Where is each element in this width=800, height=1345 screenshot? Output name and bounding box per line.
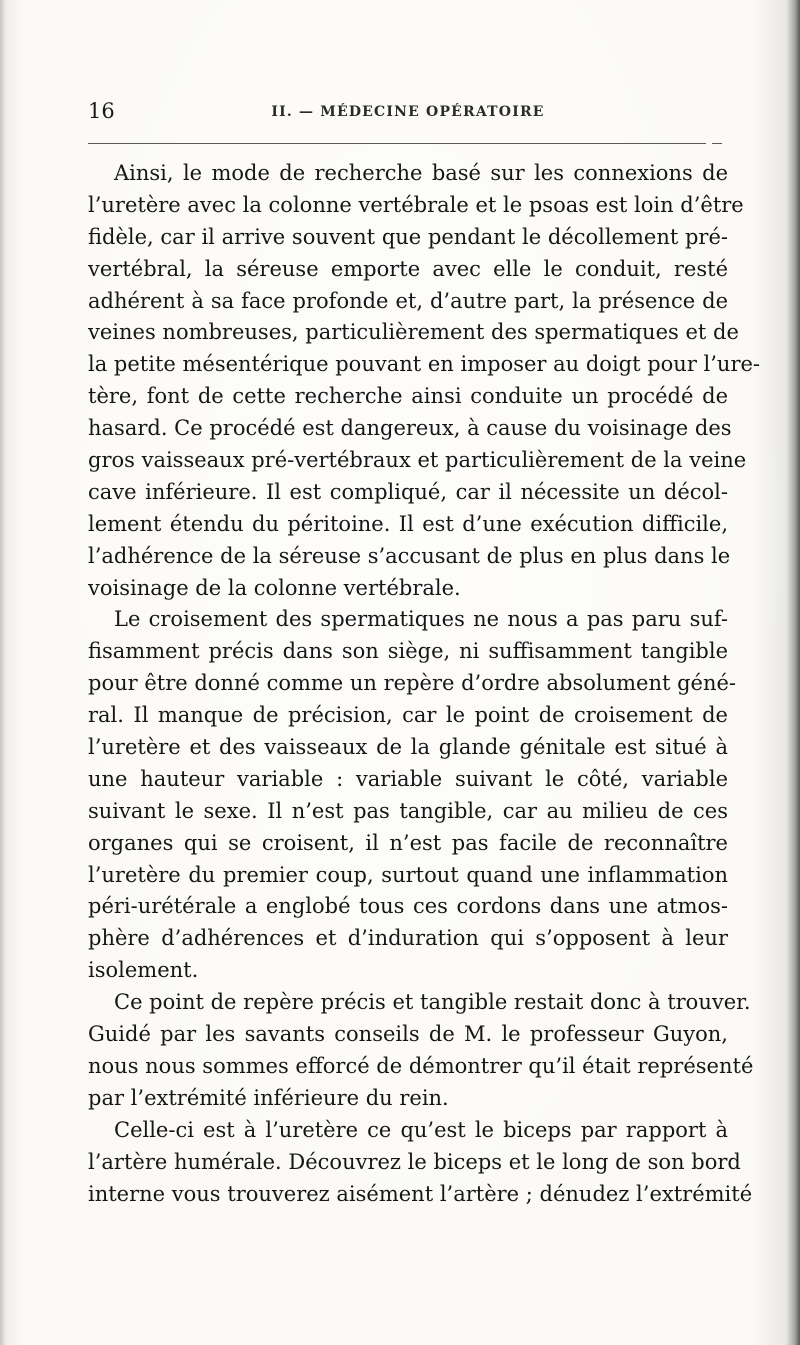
text-line: veines nombreuses, particulièrement des spermatiques et de bbox=[88, 320, 739, 345]
page-left-shadow bbox=[0, 0, 6, 1345]
header-rule-end bbox=[712, 143, 722, 144]
text-line: vertébral, la séreuse emporte avec elle le conduit, resté bbox=[88, 256, 728, 281]
text-line: l’uretère du premier coup, surtout quand une inflammation bbox=[88, 862, 728, 887]
text-line: Guidé par les savants conseils de M. le professeur Guyon, bbox=[88, 1022, 728, 1047]
text-line: l’artère humérale. Découvrez le biceps et le long de son bord bbox=[88, 1149, 741, 1174]
text-line: lement étendu du péritoine. Il est d’une exécution difficile, bbox=[88, 511, 728, 536]
body-text bbox=[88, 158, 761, 1210]
text-line: l’adhérence de la séreuse s’accusant de plus en plus dans le bbox=[88, 543, 731, 568]
text-line: Le croisement des spermatiques ne nous a pas paru suf- bbox=[114, 607, 728, 632]
text-line: adhérent à sa face profonde et, d’autre part, la présence de bbox=[88, 288, 728, 313]
text-line: cave inférieure. Il est compliqué, car il nécessite un décol- bbox=[88, 479, 728, 504]
text-line: fisamment précis dans son siège, ni suffisamment tangible bbox=[88, 639, 728, 664]
text-line: Ce point de repère précis et tangible restait donc à trouver. bbox=[114, 990, 751, 1015]
text-line: organes qui se croisent, il n’est pas facile de reconnaître bbox=[88, 830, 728, 855]
text-line: une hauteur variable : variable suivant le côté, variable bbox=[88, 766, 728, 791]
text-line: interne vous trouverez aisément l’artère ; dénudez l’extrémité bbox=[88, 1181, 753, 1206]
text-line: gros vaisseaux pré-vertébraux et particulièrement de la veine bbox=[88, 448, 747, 473]
text-line: péri-urétérale a englobé tous ces cordons dans une atmos- bbox=[88, 894, 728, 919]
text-line: hasard. Ce procédé est dangereux, à cause du voisinage des bbox=[88, 416, 732, 441]
page-header bbox=[88, 96, 728, 130]
running-head: II. — MÉDECINE OPÉRATOIRE bbox=[271, 104, 545, 120]
text-line: suivant le sexe. Il n’est pas tangible, car au milieu de ces bbox=[88, 798, 728, 823]
text-line: phère d’adhérences et d’induration qui s’opposent à leur bbox=[88, 926, 728, 951]
text-line: l’uretère avec la colonne vertébrale et le psoas est loin d’être bbox=[88, 192, 744, 217]
text-line: l’uretère et des vaisseaux de la glande génitale est situé à bbox=[88, 735, 728, 760]
text-line: fidèle, car il arrive souvent que pendant le décollement pré- bbox=[88, 224, 728, 249]
page-number: 16 bbox=[88, 99, 115, 123]
text-line: par l’extrémité inférieure du rein. bbox=[88, 1085, 449, 1110]
text-line: pour être donné comme un repère d’ordre absolument géné- bbox=[88, 671, 737, 696]
page-right-shadow bbox=[786, 0, 800, 1345]
text-line: isolement. bbox=[88, 958, 199, 983]
text-line: ral. Il manque de précision, car le point de croisement de bbox=[88, 703, 728, 728]
text-line: nous nous sommes efforcé de démontrer qu’il était représenté bbox=[88, 1053, 754, 1078]
text-line: voisinage de la colonne vertébrale. bbox=[88, 575, 461, 600]
text-line: Ainsi, le mode de recherche basé sur les connexions de bbox=[114, 161, 728, 185]
text-line: la petite mésentérique pouvant en imposer au doigt pour l’ure- bbox=[88, 352, 761, 377]
text-line: tère, font de cette recherche ainsi conduite un procédé de bbox=[88, 384, 728, 409]
header-rule bbox=[88, 143, 706, 144]
text-line: Celle-ci est à l’uretère ce qu’est le biceps par rapport à bbox=[114, 1117, 728, 1142]
